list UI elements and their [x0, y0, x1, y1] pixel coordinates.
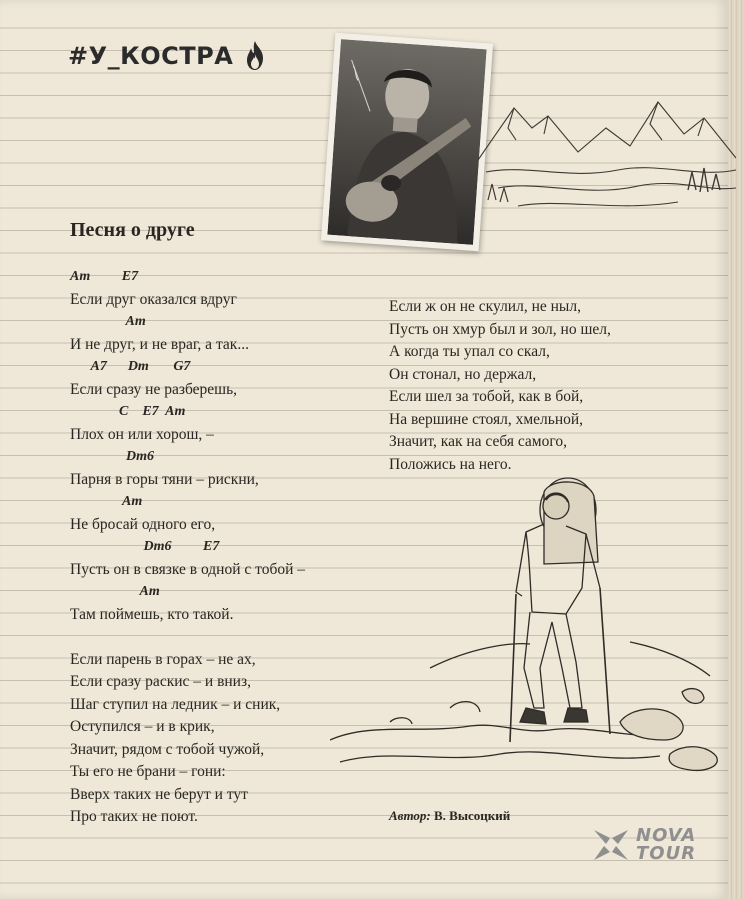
- lyric-line: Значит, рядом с тобой чужой,: [70, 740, 265, 758]
- lyric-line: Если парень в горах – не ах,: [70, 650, 256, 668]
- chord-line: Dm6 E7: [70, 539, 220, 554]
- lyric-line: Положись на него.: [389, 455, 512, 473]
- lyric-line: Ты его не брани – гони:: [70, 763, 226, 780]
- logo-line-2: TOUR: [636, 843, 697, 864]
- flame-icon: [243, 40, 267, 72]
- lyric-line: Пусть он хмур был и зол, но шел,: [389, 320, 611, 338]
- lyric-line: И не друг, и не враг, а так...: [70, 335, 249, 353]
- lyric-line: А когда ты упал со скал,: [389, 343, 550, 360]
- section-title: #У_КОСТРА: [68, 42, 234, 70]
- nova-tour-logo: [592, 826, 696, 864]
- chord-line: C E7 Am: [70, 404, 186, 419]
- lyric-line: Если ж он не скулил, не ныл,: [389, 298, 581, 315]
- lyric-line: Пусть он в связке в одной с тобой –: [70, 560, 306, 578]
- chord-line: Am: [70, 314, 146, 329]
- author-label: Автор:: [389, 808, 431, 823]
- singer-photo-frame: [321, 33, 493, 252]
- author-name: В. Высоцкий: [434, 808, 511, 823]
- lyric-line: Оступился – и в крик,: [70, 718, 215, 735]
- lyric-line: Значит, как на себя самого,: [389, 433, 567, 450]
- chord-line: Am E7: [70, 269, 139, 284]
- stanza-gap: [70, 626, 305, 649]
- lyric-line: Парня в горы тяни – рискни,: [70, 470, 259, 488]
- logo-line-1: NOVA: [636, 825, 697, 846]
- lyric-line: Если шел за тобой, как в бой,: [389, 388, 584, 405]
- lyric-line: Не бросай одного его,: [70, 515, 216, 533]
- singer-with-guitar-photo: [327, 39, 486, 245]
- chord-line: Dm6: [70, 449, 154, 464]
- lyric-line: Про таких не поют.: [70, 808, 198, 825]
- section-header: [68, 40, 267, 72]
- lyric-line: Там поймешь, кто такой.: [70, 605, 234, 623]
- hiker-sketch: [330, 472, 730, 794]
- author-credit: [389, 808, 510, 824]
- lyric-line: Шаг ступил на ледник – и сник,: [70, 695, 281, 713]
- lyrics-right-column: [389, 296, 611, 476]
- chord-line: Am: [70, 494, 143, 509]
- lyric-line: Вверх таких не берут и тут: [70, 785, 248, 803]
- chord-line: Am: [70, 584, 160, 599]
- mountains-sketch: [478, 88, 736, 214]
- lyric-line: Если сразу не разберешь,: [70, 380, 238, 398]
- lyric-line: Плох он или хорош, –: [70, 425, 214, 443]
- lyric-line: На вершине стоял, хмельной,: [389, 410, 584, 428]
- lyric-line: Если сразу раскис – и вниз,: [70, 673, 251, 690]
- logo-mark-icon: [592, 826, 630, 864]
- lyrics-left-column: [70, 266, 305, 829]
- song-title: Песня о друге: [70, 219, 195, 241]
- lyric-line: Если друг оказался вдруг: [70, 290, 237, 308]
- logo-text: [636, 827, 696, 863]
- lyric-line: Он стонал, но держал,: [389, 365, 537, 383]
- chord-line: A7 Dm G7: [70, 359, 191, 374]
